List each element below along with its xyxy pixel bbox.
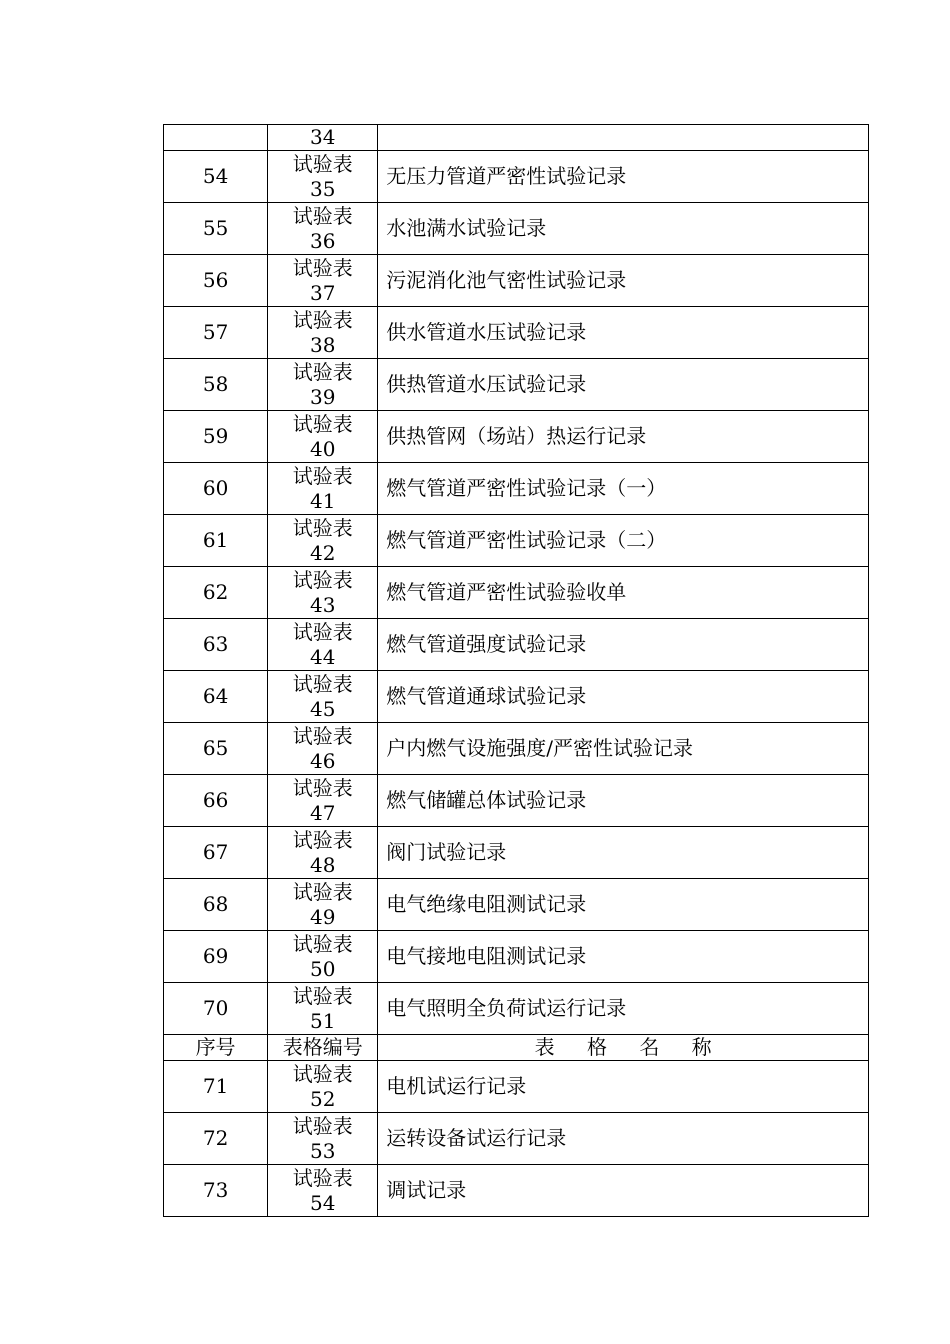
form-name-cell: 燃气储罐总体试验记录 bbox=[378, 775, 869, 827]
form-code-cell bbox=[268, 151, 378, 203]
form-code-cell bbox=[268, 203, 378, 255]
table-row bbox=[164, 671, 869, 723]
form-code-number: 41 bbox=[309, 488, 336, 513]
form-code-number: 45 bbox=[309, 696, 336, 721]
form-index-table bbox=[163, 124, 869, 1217]
table-row bbox=[164, 619, 869, 671]
form-code-prefix: 试验表 bbox=[292, 411, 353, 436]
form-name-cell: 电气绝缘电阻测试记录 bbox=[378, 879, 869, 931]
form-code-number: 38 bbox=[309, 332, 336, 357]
table-row bbox=[164, 879, 869, 931]
form-name-cell bbox=[378, 125, 869, 151]
table-row bbox=[164, 1113, 869, 1165]
seq-cell: 60 bbox=[164, 463, 268, 515]
seq-cell: 54 bbox=[164, 151, 268, 203]
form-name-cell: 燃气管道严密性试验验收单 bbox=[378, 567, 869, 619]
form-code-prefix: 试验表 bbox=[292, 151, 353, 176]
form-name-cell: 电气照明全负荷试运行记录 bbox=[378, 983, 869, 1035]
form-code-prefix: 试验表 bbox=[292, 879, 353, 904]
form-code-prefix: 试验表 bbox=[292, 307, 353, 332]
form-code-cell bbox=[268, 775, 378, 827]
seq-cell bbox=[164, 125, 268, 151]
form-code-cell bbox=[268, 879, 378, 931]
seq-cell: 55 bbox=[164, 203, 268, 255]
seq-cell: 63 bbox=[164, 619, 268, 671]
form-code-number: 39 bbox=[309, 384, 336, 409]
form-code-prefix: 试验表 bbox=[292, 1113, 353, 1138]
seq-cell: 66 bbox=[164, 775, 268, 827]
form-code-number: 54 bbox=[309, 1190, 336, 1215]
form-code-prefix: 试验表 bbox=[292, 827, 353, 852]
table-row bbox=[164, 463, 869, 515]
form-name-cell: 供热管网（场站）热运行记录 bbox=[378, 411, 869, 463]
seq-cell: 70 bbox=[164, 983, 268, 1035]
form-name-cell: 燃气管道通球试验记录 bbox=[378, 671, 869, 723]
form-code-number: 44 bbox=[309, 644, 336, 669]
form-name-cell: 供热管道水压试验记录 bbox=[378, 359, 869, 411]
form-code-number: 48 bbox=[309, 852, 336, 877]
form-code-number: 43 bbox=[309, 592, 336, 617]
form-code-prefix: 试验表 bbox=[292, 203, 353, 228]
table-row bbox=[164, 411, 869, 463]
form-code-cell bbox=[268, 463, 378, 515]
form-code-prefix: 试验表 bbox=[292, 775, 353, 800]
seq-cell: 67 bbox=[164, 827, 268, 879]
form-code-number: 49 bbox=[309, 904, 336, 929]
form-name-cell: 调试记录 bbox=[378, 1165, 869, 1217]
table-row bbox=[164, 307, 869, 359]
form-code-number: 42 bbox=[309, 540, 336, 565]
form-code-cell bbox=[268, 1113, 378, 1165]
form-code-cell bbox=[268, 671, 378, 723]
form-code-cell bbox=[268, 567, 378, 619]
seq-cell: 59 bbox=[164, 411, 268, 463]
table-header-row bbox=[164, 1035, 869, 1061]
form-name-cell: 无压力管道严密性试验记录 bbox=[378, 151, 869, 203]
form-code-cell bbox=[268, 125, 378, 151]
seq-cell: 72 bbox=[164, 1113, 268, 1165]
table-row bbox=[164, 775, 869, 827]
form-code-prefix: 试验表 bbox=[292, 255, 353, 280]
form-code-number: 34 bbox=[309, 125, 336, 149]
form-code-number: 40 bbox=[309, 436, 336, 461]
table-row bbox=[164, 931, 869, 983]
form-name-cell: 燃气管道严密性试验记录（一） bbox=[378, 463, 869, 515]
table-row bbox=[164, 151, 869, 203]
seq-cell: 65 bbox=[164, 723, 268, 775]
form-code-number: 47 bbox=[309, 800, 336, 825]
table-row bbox=[164, 827, 869, 879]
form-code-prefix: 试验表 bbox=[292, 567, 353, 592]
form-code-number: 35 bbox=[309, 176, 336, 201]
form-name-cell: 阀门试验记录 bbox=[378, 827, 869, 879]
form-code-number: 37 bbox=[309, 280, 336, 305]
form-code-number: 46 bbox=[309, 748, 336, 773]
form-code-prefix: 试验表 bbox=[292, 1165, 353, 1190]
form-code-prefix: 试验表 bbox=[292, 1061, 353, 1086]
form-code-number: 36 bbox=[309, 228, 336, 253]
form-code-cell bbox=[268, 827, 378, 879]
form-code-prefix: 试验表 bbox=[292, 359, 353, 384]
form-name-cell: 电机试运行记录 bbox=[378, 1061, 869, 1113]
form-code-cell bbox=[268, 255, 378, 307]
form-code-prefix: 试验表 bbox=[292, 515, 353, 540]
seq-cell: 56 bbox=[164, 255, 268, 307]
form-name-cell: 供水管道水压试验记录 bbox=[378, 307, 869, 359]
header-name: 表 格 名 称 bbox=[378, 1035, 869, 1061]
form-code-cell bbox=[268, 931, 378, 983]
seq-cell: 62 bbox=[164, 567, 268, 619]
form-code-prefix: 试验表 bbox=[292, 983, 353, 1008]
seq-cell: 58 bbox=[164, 359, 268, 411]
seq-cell: 61 bbox=[164, 515, 268, 567]
seq-cell: 69 bbox=[164, 931, 268, 983]
form-code-number: 51 bbox=[309, 1008, 336, 1033]
header-code: 表格编号 bbox=[268, 1035, 378, 1061]
form-code-cell bbox=[268, 1165, 378, 1217]
table-row bbox=[164, 203, 869, 255]
form-code-cell bbox=[268, 307, 378, 359]
form-name-cell: 水池满水试验记录 bbox=[378, 203, 869, 255]
form-code-cell bbox=[268, 1061, 378, 1113]
seq-cell: 64 bbox=[164, 671, 268, 723]
table-row bbox=[164, 359, 869, 411]
table-body bbox=[164, 125, 869, 1217]
form-code-prefix: 试验表 bbox=[292, 671, 353, 696]
form-code-number: 50 bbox=[309, 956, 336, 981]
table-row bbox=[164, 1061, 869, 1113]
form-code-cell bbox=[268, 411, 378, 463]
form-code-cell bbox=[268, 619, 378, 671]
form-code-prefix: 试验表 bbox=[292, 463, 353, 488]
form-code-cell bbox=[268, 515, 378, 567]
form-name-cell: 燃气管道强度试验记录 bbox=[378, 619, 869, 671]
table-row bbox=[164, 1165, 869, 1217]
form-name-cell: 运转设备试运行记录 bbox=[378, 1113, 869, 1165]
form-name-cell: 污泥消化池气密性试验记录 bbox=[378, 255, 869, 307]
table-row bbox=[164, 567, 869, 619]
seq-cell: 68 bbox=[164, 879, 268, 931]
seq-cell: 71 bbox=[164, 1061, 268, 1113]
form-code-cell bbox=[268, 723, 378, 775]
form-code-prefix: 试验表 bbox=[292, 619, 353, 644]
table-row bbox=[164, 255, 869, 307]
form-name-cell: 户内燃气设施强度/严密性试验记录 bbox=[378, 723, 869, 775]
table-row bbox=[164, 125, 869, 151]
form-code-prefix: 试验表 bbox=[292, 723, 353, 748]
form-code-cell bbox=[268, 359, 378, 411]
header-seq: 序号 bbox=[164, 1035, 268, 1061]
table-row bbox=[164, 515, 869, 567]
seq-cell: 57 bbox=[164, 307, 268, 359]
form-name-cell: 燃气管道严密性试验记录（二） bbox=[378, 515, 869, 567]
form-code-prefix: 试验表 bbox=[292, 931, 353, 956]
form-name-cell: 电气接地电阻测试记录 bbox=[378, 931, 869, 983]
seq-cell: 73 bbox=[164, 1165, 268, 1217]
form-code-cell bbox=[268, 983, 378, 1035]
table-row bbox=[164, 723, 869, 775]
table-row bbox=[164, 983, 869, 1035]
form-code-number: 52 bbox=[309, 1086, 336, 1111]
form-code-number: 53 bbox=[309, 1138, 336, 1163]
